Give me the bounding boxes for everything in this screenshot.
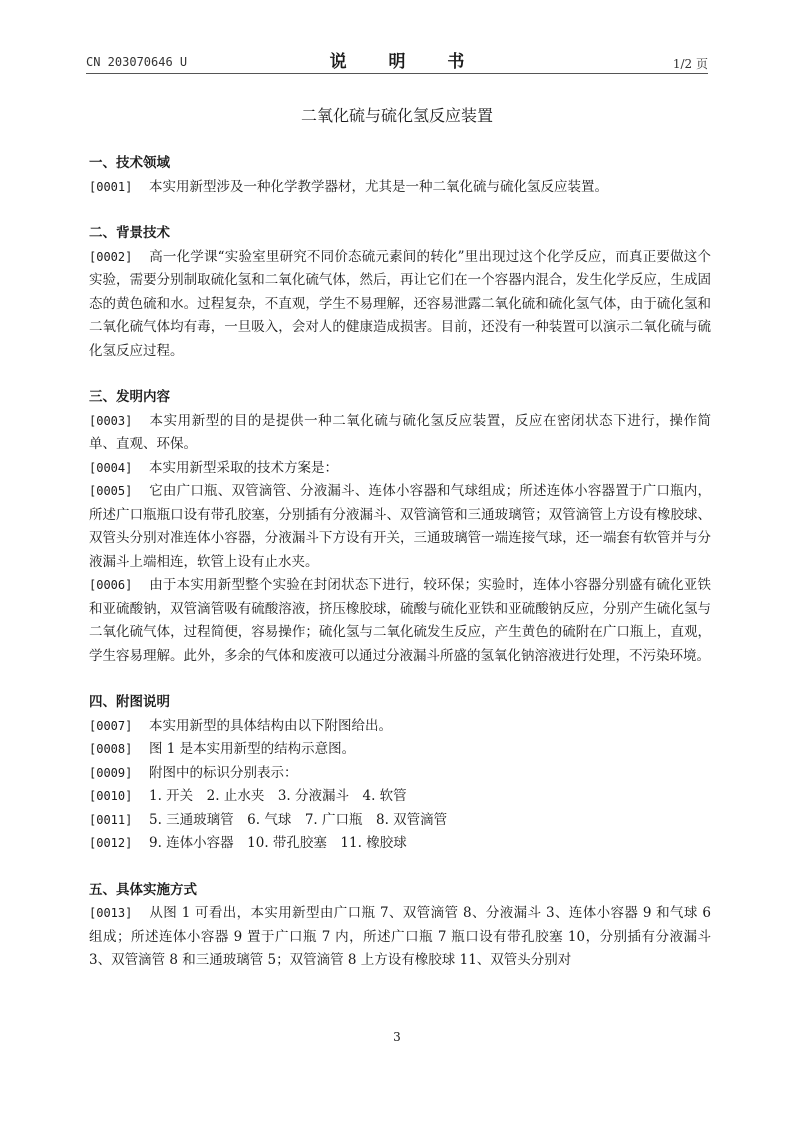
paragraph-number: [0012]	[89, 836, 133, 850]
paragraph-text: 1. 开关 2. 止水夹 3. 分液漏斗 4. 软管	[149, 788, 407, 804]
paragraph-0003	[89, 410, 711, 457]
paragraph-number: [0003]	[89, 413, 133, 428]
section-heading-background: 二、背景技术	[89, 225, 170, 241]
patent-number: CN 203070646 U	[86, 55, 188, 69]
page-number: 3	[393, 1030, 401, 1044]
paragraph-number: [0005]	[89, 484, 133, 498]
paragraph-0010	[89, 785, 711, 809]
paragraph-number: [0004]	[89, 460, 133, 475]
page-indicator: 1/2 页	[672, 57, 708, 71]
paragraph-number: [0002]	[89, 249, 133, 264]
paragraph-number: [0007]	[89, 718, 133, 733]
paragraph-text: 附图中的标识分别表示：	[149, 764, 298, 781]
document-body	[89, 152, 711, 973]
paragraph-text: 本实用新型涉及一种化学教学器材，尤其是一种二氧化硫与硫化氢反应装置。	[149, 178, 608, 195]
paragraph-text: 由于本实用新型整个实验在封闭状态下进行，较环保；实验时，连体小容器分别盛有硫化亚铁和亚硫酸钠，双管滴管吸有硫酸溶液，挤压橡胶球，硫酸与硫化亚铁和亚硫酸钠反应，分别产生硫化氢与二氧化硫气体，过程简便，容易操作；硫化氢与二氧化硫发生反应，产生黄色的硫附在广口瓶上，直观，学生容易理解。此外，多余的气体和废液可以通过分液漏斗所盛的氢氧化钠溶液进行处理，不污染环境。	[89, 577, 711, 664]
paragraph-0011	[89, 809, 711, 833]
paragraph-number: [0009]	[89, 765, 133, 780]
paragraph-text: 本实用新型采取的技术方案是：	[149, 459, 338, 476]
section-heading-embodiment: 五、具体实施方式	[89, 881, 197, 898]
paragraph-number: [0006]	[89, 578, 133, 592]
section-heading-technical-field: 一、技术领域	[89, 155, 170, 171]
document-title: 二氧化硫与硫化氢反应装置	[300, 106, 493, 125]
paragraph-text: 它由广口瓶、双管滴管、分液漏斗、连体小容器和气球组成；所述连体小容器置于广口瓶内，所述广口瓶瓶口设有带孔胶塞，分别插有分液漏斗、双管滴管和三通玻璃管；双管滴管上方设有橡胶球、双管头分别对准连体小容器，分液漏斗下方设有开关，三通玻璃管一端连接气球，还一端套有软管并与分液漏斗上端相连，软管上设有止水夹。	[89, 483, 711, 570]
section-heading-drawings: 四、附图说明	[89, 694, 170, 710]
paragraph-0008	[89, 738, 711, 762]
paragraph-number: [0001]	[89, 179, 133, 194]
section-heading-summary: 三、发明内容	[89, 389, 170, 405]
document-type: 说 明 书	[329, 52, 483, 72]
paragraph-0004	[89, 457, 711, 481]
paragraph-text: 高一化学课“实验室里研究不同价态硫元素间的转化”里出现过这个化学反应，而真正要做这个实验，需要分别制取硫化氢和二氧化硫气体，然后，再让它们在一个容器内混合，发生化学反应，生成固态的黄色硫和水。过程复杂，不直观，学生不易理解，还容易泄露二氧化硫和硫化氢气体，由于硫化氢和二氧化硫气体均有毒，一旦吸入，会对人的健康造成损害。目前，还没有一种装置可以演示二氧化硫与硫化氢反应过程。	[89, 248, 711, 359]
paragraph-0007	[89, 715, 711, 739]
paragraph-text: 本实用新型的具体结构由以下附图给出。	[149, 717, 392, 734]
paragraph-0006	[89, 574, 711, 668]
paragraph-0001	[89, 176, 711, 200]
paragraph-0002	[89, 246, 711, 364]
paragraph-0005	[89, 480, 711, 574]
paragraph-0012	[89, 832, 711, 856]
paragraph-0009	[89, 762, 711, 786]
paragraph-number: [0008]	[89, 742, 133, 756]
paragraph-number: [0011]	[89, 812, 133, 827]
paragraph-0013	[89, 902, 711, 973]
header-divider	[86, 73, 708, 74]
paragraph-text: 图 1 是本实用新型的结构示意图。	[149, 741, 356, 757]
paragraph-number: [0013]	[89, 906, 133, 920]
paragraph-text: 5. 三通玻璃管 6. 气球 7. 广口瓶 8. 双管滴管	[149, 811, 448, 828]
paragraph-number: [0010]	[89, 789, 133, 803]
paragraph-text: 本实用新型的目的是提供一种二氧化硫与硫化氢反应装置，反应在密闭状态下进行，操作简单、直观、环保。	[89, 412, 711, 452]
paragraph-text: 9. 连体小容器 10. 带孔胶塞 11. 橡胶球	[149, 835, 407, 851]
paragraph-text: 从图 1 可看出，本实用新型由广口瓶 7、双管滴管 8、分液漏斗 3、连体小容器 9 和气球 6 组成；所述连体小容器 9 置于广口瓶 7 内，所述广口瓶 7 瓶口设有带孔胶塞 10，分别插有分液漏斗 3、双管滴管 8 和三通玻璃管 5；双管滴管 8 上方设有橡胶球 11、双管头分别对	[89, 905, 711, 968]
